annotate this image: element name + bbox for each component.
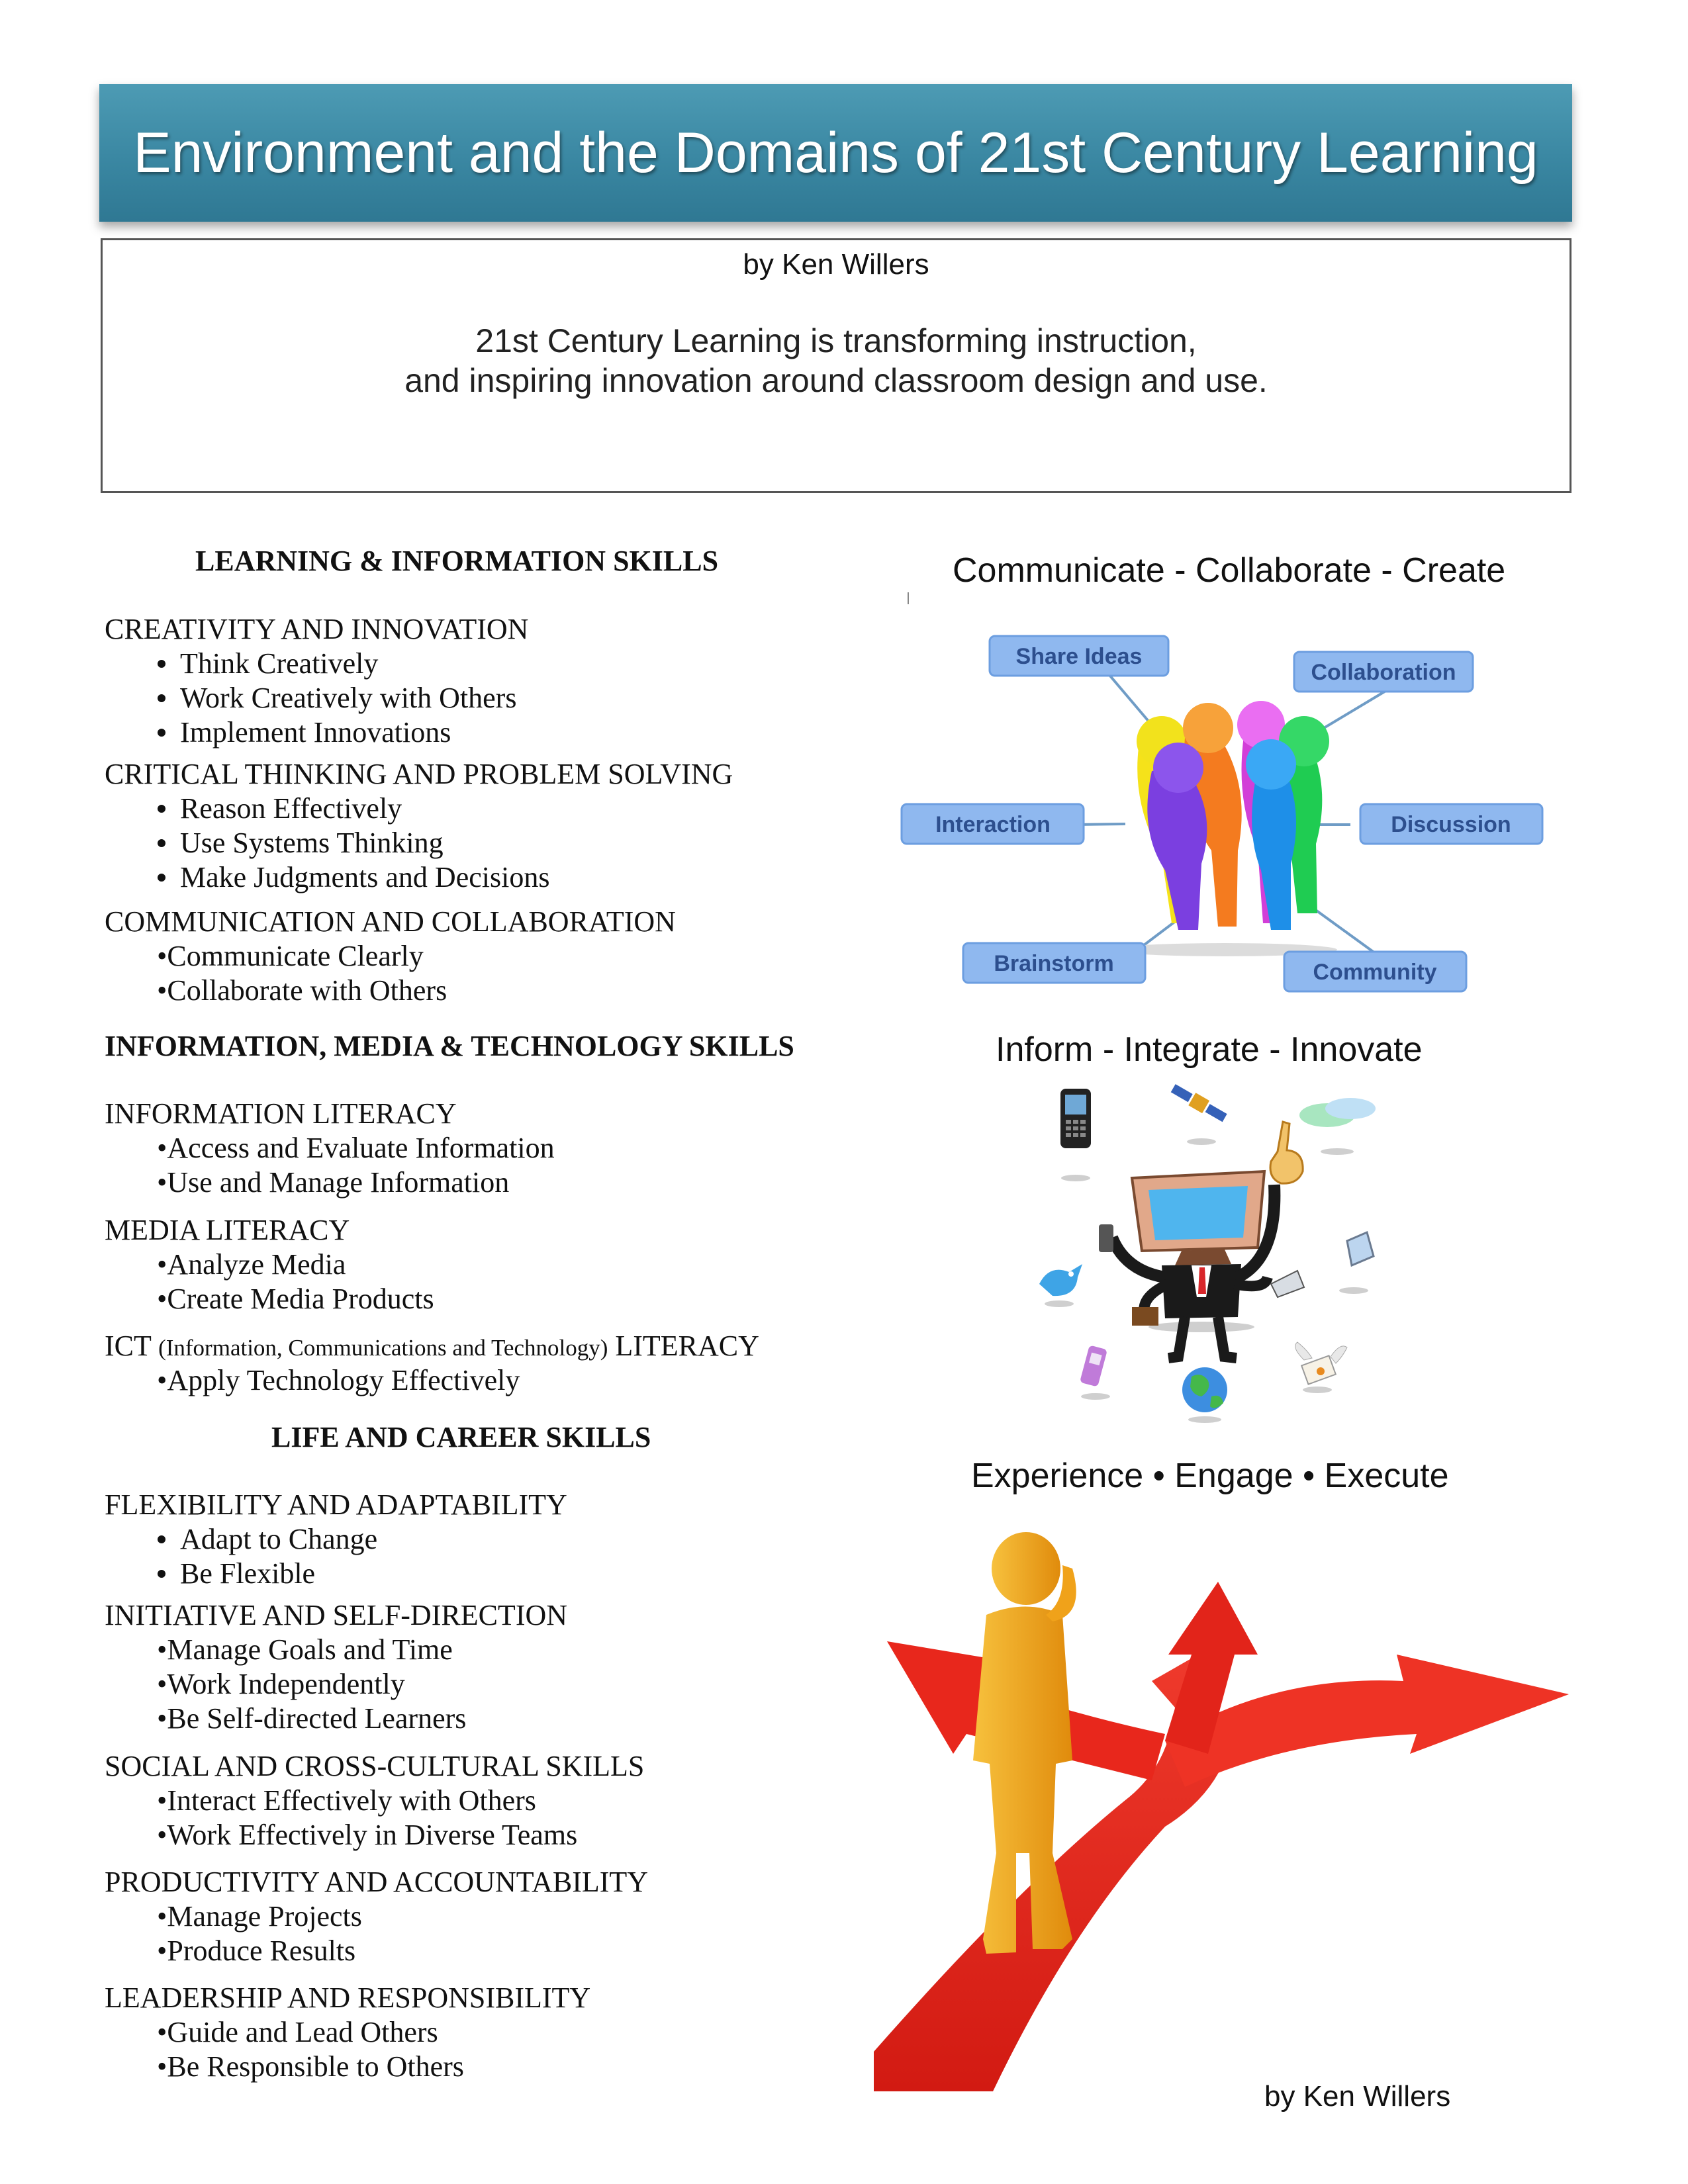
heading-ict-literacy: ICT (Information, Communications and Technology) LITERACY [105, 1330, 759, 1362]
heading-flexibility: FLEXIBILITY AND ADAPTABILITY [105, 1488, 567, 1521]
yellow-figure-icon [973, 1532, 1076, 1954]
label-community: Community [1313, 960, 1437, 985]
list-item: •Communicate Clearly [157, 940, 424, 972]
label-discussion: Discussion [1391, 812, 1511, 837]
section-title-information-media-technology: INFORMATION, MEDIA & TECHNOLOGY SKILLS [105, 1030, 794, 1062]
red-arrow-road-icon [874, 1582, 1569, 2091]
tick-mark [908, 592, 909, 604]
list-item: •Be Responsible to Others [157, 2050, 464, 2083]
section-title-life-career: LIFE AND CAREER SKILLS [271, 1421, 651, 1453]
mobile-phone-icon [1060, 1089, 1091, 1148]
list-item: •Access and Evaluate Information [157, 1132, 555, 1164]
caption-inform: Inform - Integrate - Innovate [996, 1030, 1423, 1069]
list-item: •Analyze Media [157, 1248, 346, 1281]
list-item: Use Systems Thinking [158, 826, 444, 860]
list-item: •Guide and Lead Others [157, 2016, 438, 2048]
pointing-hand-icon [1270, 1122, 1303, 1183]
list-item: Reason Effectively [158, 792, 402, 826]
list-item: •Manage Projects [157, 1900, 362, 1933]
people-group-icon [1112, 701, 1337, 956]
intro-box [101, 238, 1571, 493]
heading-critical-thinking: CRITICAL THINKING AND PROBLEM SOLVING [105, 758, 733, 790]
bullet-icon [158, 839, 165, 847]
heading-social-cross-cultural: SOCIAL AND CROSS-CULTURAL SKILLS [105, 1750, 645, 1782]
list-item: •Be Self-directed Learners [157, 1702, 467, 1735]
heading-initiative: INITIATIVE AND SELF-DIRECTION [105, 1599, 568, 1631]
list-item: Make Judgments and Decisions [158, 860, 549, 895]
heading-media-literacy: MEDIA LITERACY [105, 1214, 350, 1246]
bullet-icon [158, 874, 165, 882]
bullet-icon [158, 660, 165, 668]
bullet-icon [158, 1535, 165, 1543]
heading-creativity: CREATIVITY AND INNOVATION [105, 613, 529, 645]
list-item: •Produce Results [157, 1934, 356, 1967]
bullet-icon [158, 805, 165, 813]
list-item: •Interact Effectively with Others [157, 1784, 536, 1817]
chat-bubbles-icon [1299, 1098, 1376, 1127]
list-item: •Apply Technology Effectively [157, 1364, 520, 1396]
computer-head-icon [1132, 1171, 1264, 1265]
list-item: Implement Innovations [158, 715, 451, 750]
winged-envelope-icon [1295, 1342, 1347, 1385]
list-item: •Manage Goals and Time [157, 1633, 453, 1666]
label-brainstorm: Brainstorm [994, 951, 1114, 976]
crossroads-illustration [874, 1542, 1575, 2091]
intro-line-1: 21st Century Learning is transforming instruction, [475, 322, 1197, 359]
list-item: •Collaborate with Others [157, 974, 447, 1007]
heading-leadership: LEADERSHIP AND RESPONSIBILITY [105, 1981, 591, 2014]
collaboration-diagram [900, 632, 1549, 1003]
intro-line-2: and inspiring innovation around classroom design and use. [404, 362, 1268, 399]
heading-information-literacy: INFORMATION LITERACY [105, 1097, 457, 1130]
bullet-icon [158, 694, 165, 702]
bullet-icon [158, 1570, 165, 1578]
heading-productivity: PRODUCTIVITY AND ACCOUNTABILITY [105, 1866, 649, 1898]
tablet-icon [1347, 1232, 1374, 1265]
intro-byline: by Ken Willers [743, 248, 929, 281]
technology-illustration [1013, 1085, 1397, 1430]
title-banner [99, 84, 1572, 222]
section-title-learning: LEARNING & INFORMATION SKILLS [195, 545, 719, 577]
laptop-icon [1271, 1271, 1304, 1297]
label-collaboration: Collaboration [1311, 660, 1456, 685]
caption-experience: Experience • Engage • Execute [971, 1457, 1449, 1495]
list-item: Think Creatively [158, 647, 378, 681]
footer-byline: by Ken Willers [1264, 2080, 1451, 2113]
satellite-icon [1170, 1082, 1229, 1124]
list-item: Adapt to Change [158, 1522, 377, 1557]
globe-icon [1182, 1367, 1227, 1412]
intro-text [103, 321, 1570, 400]
list-item: •Work Effectively in Diverse Teams [157, 1819, 578, 1851]
list-item: •Use and Manage Information [157, 1166, 510, 1199]
list-item: •Create Media Products [157, 1283, 434, 1315]
heading-communication: COMMUNICATION AND COLLABORATION [105, 905, 676, 938]
caption-communicate: Communicate - Collaborate - Create [953, 551, 1506, 590]
list-item: •Work Independently [157, 1668, 405, 1700]
bullet-icon [158, 729, 165, 737]
flip-phone-icon [1080, 1345, 1107, 1387]
bird-icon [1039, 1264, 1082, 1296]
label-interaction: Interaction [935, 812, 1051, 837]
list-item: Be Flexible [158, 1557, 315, 1591]
list-item: Work Creatively with Others [158, 681, 516, 715]
page-title: Environment and the Domains of 21st Century Learning [133, 121, 1538, 185]
label-share-ideas: Share Ideas [1015, 644, 1143, 669]
